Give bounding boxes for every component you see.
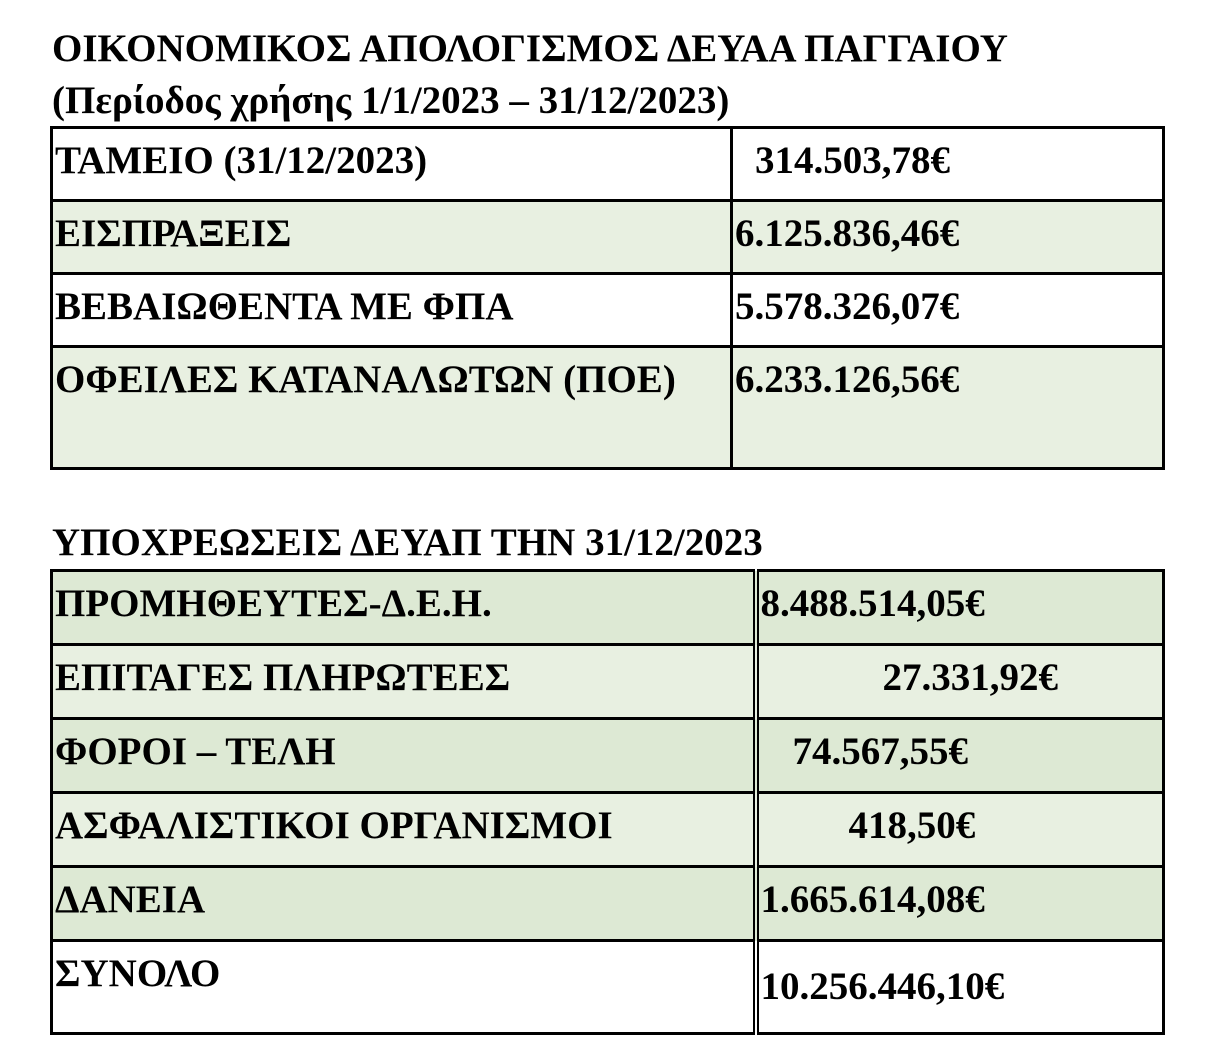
row-value: 10.256.446,10€ <box>756 941 1164 1034</box>
row-label: ΠΡΟΜΗΘΕΥΤΕΣ-Δ.Ε.Η. <box>52 571 756 645</box>
table-row <box>52 793 1164 867</box>
table-row <box>52 201 1164 274</box>
table-row <box>52 867 1164 941</box>
summary-table <box>50 126 1165 470</box>
table-row <box>52 347 1164 469</box>
row-label: ΟΦΕΙΛΕΣ ΚΑΤΑΝΑΛΩΤΩΝ (ΠΟΕ) <box>52 347 732 469</box>
row-value: 314.503,78€ <box>732 128 1164 201</box>
table-row <box>52 719 1164 793</box>
row-label: ΦΟΡΟΙ – ΤΕΛΗ <box>52 719 756 793</box>
liabilities-table <box>50 569 1165 1035</box>
row-value: 6.233.126,56€ <box>732 347 1164 469</box>
row-value: 418,50€ <box>756 793 1164 867</box>
liabilities-heading: ΥΠΟΧΡΕΩΣΕΙΣ ΔΕΥΑΠ ΤΗΝ 31/12/2023 <box>52 521 763 564</box>
table-row <box>52 128 1164 201</box>
row-label: ΕΠΙΤΑΓΕΣ ΠΛΗΡΩΤΕΕΣ <box>52 645 756 719</box>
row-value: 8.488.514,05€ <box>756 571 1164 645</box>
row-value: 6.125.836,46€ <box>732 201 1164 274</box>
table-row <box>52 941 1164 1034</box>
row-label: ΔΑΝΕΙΑ <box>52 867 756 941</box>
period-subtitle: (Περίοδος χρήσης 1/1/2023 – 31/12/2023) <box>52 79 730 122</box>
row-value: 74.567,55€ <box>756 719 1164 793</box>
row-label: ΑΣΦΑΛΙΣΤΙΚΟΙ ΟΡΓΑΝΙΣΜΟΙ <box>52 793 756 867</box>
document-title: ΟΙΚΟΝΟΜΙΚΟΣ ΑΠΟΛΟΓΙΣΜΟΣ ΔΕΥΑΑ ΠΑΓΓΑΙΟΥ <box>52 27 1008 70</box>
row-value: 1.665.614,08€ <box>756 867 1164 941</box>
row-label: ΕΙΣΠΡΑΞΕΙΣ <box>52 201 732 274</box>
table-row <box>52 645 1164 719</box>
row-label: ΒΕΒΑΙΩΘΕΝΤΑ ΜΕ ΦΠΑ <box>52 274 732 347</box>
table-row <box>52 571 1164 645</box>
row-value: 27.331,92€ <box>756 645 1164 719</box>
table-row <box>52 274 1164 347</box>
row-label: ΣΥΝΟΛΟ <box>52 941 756 1034</box>
row-value: 5.578.326,07€ <box>732 274 1164 347</box>
row-label: ΤΑΜΕΙΟ (31/12/2023) <box>52 128 732 201</box>
